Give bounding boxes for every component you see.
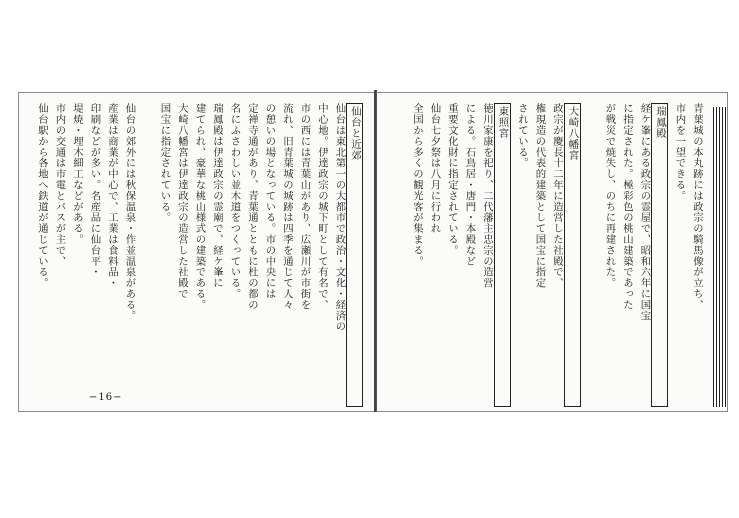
text-column: 流れ、旧青葉城の城跡は四季を通じて人々 [281,103,293,311]
text-column: 仙台七夕祭は八月に行われ [428,103,441,234]
text-column: 名にふさわしい並木道をつくっている。 [228,103,241,300]
left-page [18,92,376,412]
text-column: 徳川家康を祀り、二代藩主忠宗の造営 [481,103,493,289]
text-column: 中心地。伊達政宗の城下町として有名で、 [316,103,328,311]
text-column: 市内の交通は市電とバスが主で、 [53,103,66,267]
text-column: 仙台駅から各地へ鉄道が通じている。 [36,103,48,289]
text-column: に指定された。極彩色の桃山建築であった [621,103,633,311]
book-spread [18,92,730,410]
section-heading: 仙台と近郊 [346,103,363,407]
text-column: 仙台は東北第一の大都市で政治・文化・経済の [333,103,346,332]
subheading: 東照宮 [494,103,511,407]
text-column: 国宝に指定されている。 [158,103,171,223]
text-column: 市内を一望できる。 [673,103,686,202]
text-column: されている。 [516,103,528,169]
text-column: 権現造の代表的建築として国宝に指定 [533,103,546,289]
page-edge [713,107,727,407]
text-column: による。石鳥居・唐門・本殿など [463,103,476,267]
text-column: 全国から多くの観光客が集まる。 [411,103,423,267]
text-column: 重要文化財に指定されている。 [446,103,458,256]
text-column: 堤焼・埋木細工などがある。 [71,103,83,245]
text-column: 政宗が慶長十二年に造営した社殿で、 [551,103,563,289]
subheading: 瑞鳳殿 [651,103,668,407]
text-column: 瑞鳳殿は伊達政宗の霊廟で、経ケ峯に [211,103,223,289]
text-column: 建てられ、豪華な桃山様式の建築である。 [193,103,206,311]
text-column: 大崎八幡宮は伊達政宗の造営した社殿で [176,103,188,300]
text-column: 市の西には青葉山があり、広瀬川が市街を [298,103,311,311]
page-number: −16− [89,392,123,403]
text-column: 経ケ峯にある政宗の霊屋で、昭和六年に国宝 [638,103,651,321]
text-column: が戦災で焼失し、のちに再建された。 [603,103,616,289]
text-column: 定禅寺通があり、青葉通とともに杜の都の [246,103,258,311]
text-column: 青葉城の本丸跡には政宗の騎馬像が立ち、 [691,103,703,311]
right-page [376,92,728,412]
text-column: 印刷などが多い。名産品に仙台平・ [88,103,101,278]
text-column: 仙台の郊外には秋保温泉・作並温泉がある。 [123,103,136,321]
subheading: 大崎八幡宮 [564,103,581,407]
text-column: の憩いの場となっている。市の中央には [263,103,276,300]
text-column: 産業は商業が中心で、工業は食料品・ [106,103,118,289]
